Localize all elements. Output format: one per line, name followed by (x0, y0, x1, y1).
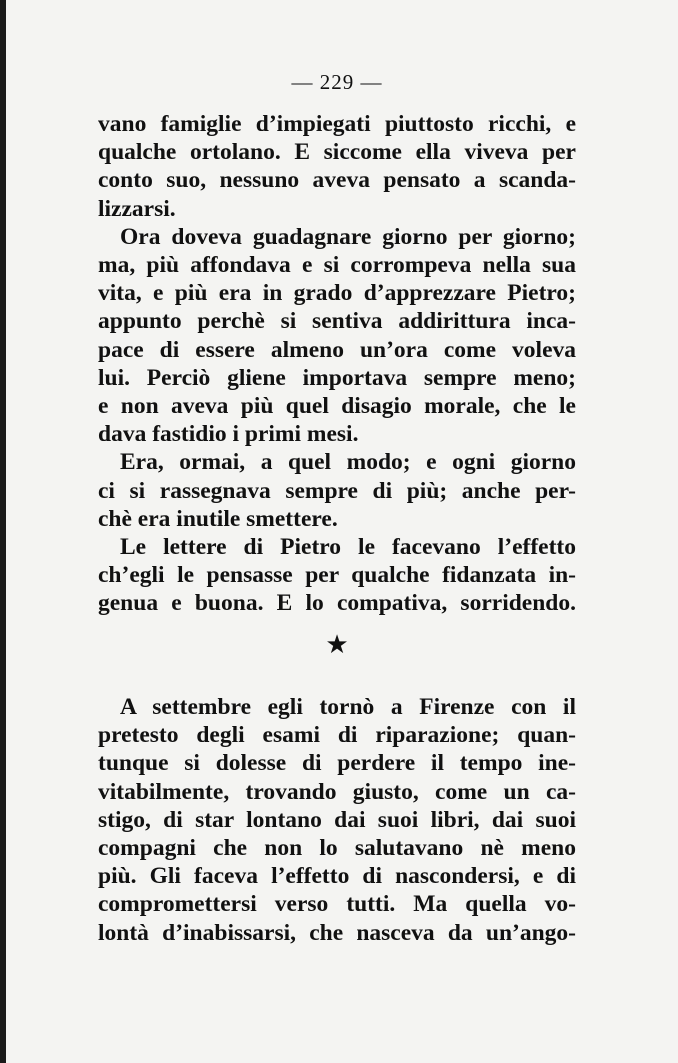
text-line: Ora doveva guadagnare giorno per giorno; (120, 223, 576, 250)
text-line: lui. Perciò gliene importava sempre meno; (98, 364, 576, 391)
section-separator-star: ★ (325, 630, 349, 659)
text-line: vitabilmente, trovando giusto, come un ca- (98, 778, 576, 805)
page-number: — 229 — (291, 70, 383, 94)
text-line: lontà d’inabissarsi, che nasceva da un’ango- (98, 919, 576, 946)
text-line: Le lettere di Pietro le facevano l’effetto (120, 534, 576, 561)
text-line: lizzarsi. (98, 195, 176, 222)
text-line: compromettersi verso tutti. Ma quella vo- (98, 891, 576, 918)
text-line: tunque si dolesse di perdere il tempo ine- (98, 750, 576, 777)
text-line: Era, ormai, a quel modo; e ogni giorno (120, 449, 576, 476)
text-line: genua e buona. E lo compativa, sorridendo. (98, 590, 576, 617)
text-line: ci si rassegnava sempre di più; anche per- (98, 477, 576, 504)
text-line: più. Gli faceva l’effetto di nascondersi, e di (98, 863, 576, 890)
text-line: qualche ortolano. E siccome ella viveva per (98, 139, 576, 166)
text-line: appunto perchè si sentiva addirittura inca- (98, 308, 576, 335)
text-line: ma, più affondava e si corrompeva nella sua (98, 252, 576, 279)
page-edge (0, 0, 6, 1063)
text-line: pretesto degli esami di riparazione; quan- (98, 722, 576, 749)
text-block-bottom (98, 693, 576, 947)
text-line: dava fastidio i primi mesi. (98, 421, 359, 448)
text-line: conto suo, nessuno aveva pensato a scanda- (98, 167, 576, 194)
text-line: ch’egli le pensasse per qualche fidanzata in- (98, 562, 576, 589)
text-line: pace di essere almeno un’ora come voleva (98, 336, 576, 363)
text-line: vita, e più era in grado d’apprezzare Pietro; (98, 280, 576, 307)
text-line: e non aveva più quel disagio morale, che le (98, 393, 576, 420)
text-line: stigo, di star lontano dai suoi libri, dai suoi (98, 806, 576, 833)
text-line: chè era inutile smettere. (98, 505, 338, 532)
text-line: vano famiglie d’impiegati piuttosto ricchi, e (98, 111, 576, 137)
text-line: compagni che non lo salutavano nè meno (98, 835, 576, 862)
text-line: A settembre egli tornò a Firenze con il (120, 694, 576, 720)
text-block-top (98, 110, 576, 618)
